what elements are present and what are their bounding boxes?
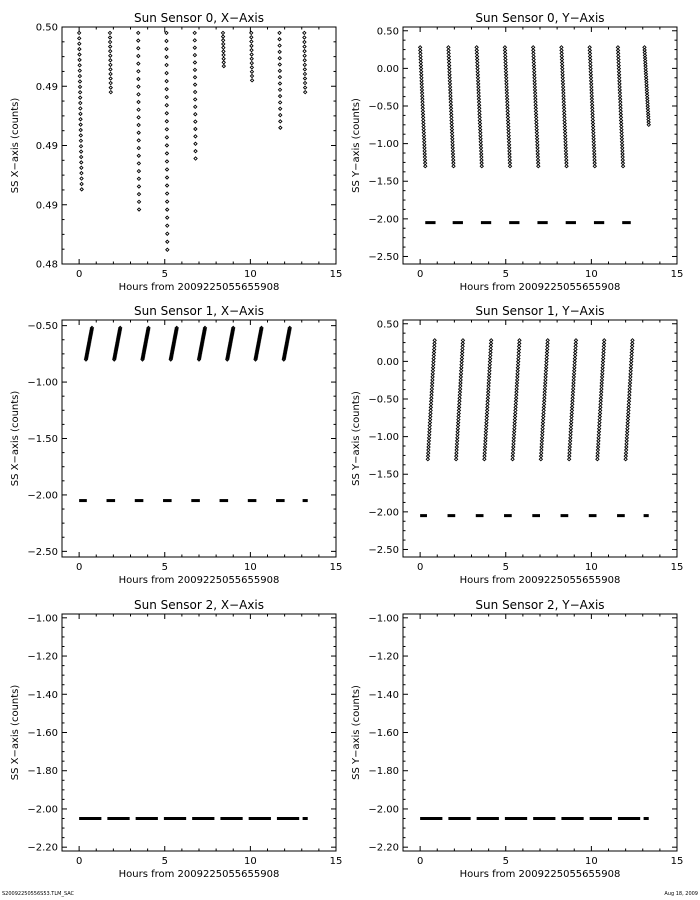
x-tick-label: 5	[502, 856, 509, 867]
data-point	[137, 85, 140, 88]
x-tick-label: 10	[585, 562, 598, 573]
data-point	[165, 184, 168, 187]
data-point	[79, 150, 82, 153]
data-point	[79, 112, 82, 115]
data-point	[79, 107, 82, 110]
data-point	[80, 155, 83, 158]
data-point	[193, 53, 196, 56]
plot-frame	[62, 27, 336, 264]
data-point	[303, 40, 306, 43]
data-point	[137, 70, 140, 73]
data-point	[165, 144, 168, 147]
data-point	[137, 39, 140, 42]
y-axis-label: SS X−axis (counts)	[10, 684, 21, 781]
data-point	[79, 128, 82, 131]
x-tick-label: 5	[161, 856, 168, 867]
data-point	[250, 40, 253, 43]
chart-panel-1	[351, 11, 683, 293]
data-point	[250, 66, 253, 69]
data-point	[137, 47, 140, 50]
data-point	[303, 59, 306, 62]
data-point	[303, 68, 306, 71]
y-tick-label: −1.50	[368, 469, 399, 481]
y-tick-label: −1.20	[27, 651, 58, 663]
chart-title: Sun Sensor 1, X−Axis	[133, 304, 265, 318]
data-point	[221, 31, 224, 34]
data-point	[137, 170, 140, 173]
plot-frame	[62, 614, 336, 851]
data-point	[278, 82, 281, 85]
data-point	[80, 177, 83, 180]
y-axis-label: SS Y−axis (counts)	[351, 98, 362, 193]
y-tick-label: 0.50	[376, 26, 399, 38]
data-point	[80, 172, 83, 175]
data-point	[165, 31, 168, 34]
x-tick-label: 5	[502, 269, 509, 280]
data-point	[137, 93, 140, 96]
data-point	[79, 139, 82, 142]
data-point	[278, 88, 281, 91]
data-point	[137, 100, 140, 103]
y-tick-label: −0.50	[27, 321, 58, 333]
y-tick-label: −1.00	[368, 432, 399, 444]
data-point	[165, 112, 168, 115]
data-point	[193, 68, 196, 71]
y-axis-label: SS Y−axis (counts)	[351, 685, 362, 780]
data-point	[593, 165, 596, 168]
data-point	[279, 107, 282, 110]
data-point	[109, 77, 112, 80]
data-point	[78, 42, 81, 45]
x-tick-label: 15	[329, 269, 343, 280]
chart-panel-5	[351, 598, 683, 880]
data-point	[461, 339, 464, 342]
data-point	[278, 44, 281, 47]
data-point	[193, 61, 196, 64]
chart-title: Sun Sensor 2, X−Axis	[133, 598, 265, 612]
data-point	[546, 339, 549, 342]
data-point	[165, 55, 168, 58]
data-point	[137, 108, 140, 111]
data-point	[303, 45, 306, 48]
data-point	[303, 54, 306, 57]
data-point	[193, 39, 196, 42]
y-tick-label: −1.40	[27, 689, 58, 701]
data-point	[303, 72, 306, 75]
data-point	[109, 72, 112, 75]
data-point	[166, 224, 169, 227]
data-point	[278, 76, 281, 79]
x-tick-label: 0	[416, 562, 424, 573]
y-tick-label: 0.50	[376, 319, 399, 331]
footer-date: Aug 18, 2009	[664, 891, 698, 897]
data-point	[108, 36, 111, 39]
data-point	[137, 177, 140, 180]
data-point	[250, 70, 253, 73]
data-point	[304, 91, 307, 94]
data-point	[194, 127, 197, 130]
data-point	[137, 200, 140, 203]
data-point	[79, 123, 82, 126]
data-point	[621, 165, 624, 168]
data-point	[194, 150, 197, 153]
plot-frame	[403, 27, 677, 264]
data-point	[278, 50, 281, 53]
y-tick-label: −2.00	[368, 507, 399, 519]
data-point	[303, 77, 306, 80]
data-points	[79, 326, 308, 500]
data-point	[250, 44, 253, 47]
y-tick-label: 0.00	[376, 356, 399, 368]
data-point	[193, 31, 196, 34]
y-tick-label: −2.00	[27, 804, 58, 816]
y-tick-label: −1.20	[368, 651, 399, 663]
x-tick-label: 15	[670, 562, 684, 573]
x-tick-label: 0	[75, 269, 83, 280]
data-point	[603, 339, 606, 342]
data-point	[222, 39, 225, 42]
data-point	[137, 162, 140, 165]
data-point	[79, 118, 82, 121]
data-point	[166, 208, 169, 211]
data-point	[480, 165, 483, 168]
data-point	[222, 42, 225, 45]
data-point	[279, 120, 282, 123]
data-point	[137, 185, 140, 188]
data-point	[109, 81, 112, 84]
data-point	[165, 96, 168, 99]
data-point	[250, 36, 253, 39]
x-axis-label: Hours from 2009225055655908	[118, 869, 280, 880]
data-point	[250, 53, 253, 56]
data-point	[78, 58, 81, 61]
y-tick-label: −1.60	[27, 728, 58, 739]
data-point	[137, 54, 140, 57]
data-points	[78, 31, 307, 251]
data-point	[78, 69, 81, 72]
data-point	[221, 35, 224, 38]
y-tick-label: −1.50	[368, 176, 399, 188]
data-point	[137, 31, 140, 34]
data-point	[222, 61, 225, 64]
data-point	[165, 39, 168, 42]
data-point	[565, 165, 568, 168]
chart-title: Sun Sensor 2, Y−Axis	[475, 598, 605, 612]
y-tick-label: −1.00	[27, 377, 58, 389]
data-point	[574, 339, 577, 342]
x-tick-label: 10	[585, 269, 598, 280]
plot-frame	[403, 320, 677, 557]
data-point	[78, 91, 81, 94]
x-tick-label: 5	[161, 269, 168, 280]
data-point	[78, 48, 81, 51]
data-point	[78, 64, 81, 67]
data-point	[166, 200, 169, 203]
data-point	[165, 80, 168, 83]
chart-title: Sun Sensor 0, X−Axis	[133, 11, 265, 25]
data-point	[109, 45, 112, 48]
y-tick-label: 0.00	[376, 63, 399, 75]
data-point	[166, 248, 169, 251]
data-point	[165, 104, 168, 107]
data-point	[279, 113, 282, 116]
data-point	[278, 63, 281, 66]
x-axis-label: Hours from 2009225055655908	[459, 575, 621, 586]
data-points	[419, 46, 651, 223]
data-point	[194, 105, 197, 108]
data-point	[222, 65, 225, 68]
data-point	[194, 142, 197, 145]
data-point	[278, 69, 281, 72]
data-point	[194, 157, 197, 160]
data-point	[79, 101, 82, 104]
data-point	[490, 339, 493, 342]
data-point	[303, 81, 306, 84]
y-tick-label: −1.80	[368, 766, 399, 778]
data-point	[165, 71, 168, 74]
data-point	[250, 57, 253, 60]
data-point	[304, 86, 307, 89]
data-point	[250, 79, 253, 82]
y-tick-label: 0.49	[35, 200, 58, 212]
data-point	[165, 152, 168, 155]
y-tick-label: −1.00	[27, 613, 58, 625]
data-point	[165, 128, 168, 131]
data-point	[194, 113, 197, 116]
data-point	[279, 126, 282, 129]
y-tick-label: −1.80	[27, 766, 58, 778]
data-point	[137, 116, 140, 119]
data-point	[433, 339, 436, 342]
data-point	[109, 91, 112, 94]
data-point	[79, 96, 82, 99]
y-tick-label: −0.50	[368, 101, 399, 113]
y-tick-label: 0.49	[35, 141, 58, 152]
chart-panel-0	[10, 11, 342, 293]
x-tick-label: 0	[75, 562, 83, 573]
data-point	[424, 165, 427, 168]
x-tick-label: 10	[244, 856, 257, 867]
chart-title: Sun Sensor 1, Y−Axis	[475, 304, 605, 318]
data-point	[222, 46, 225, 49]
data-point	[222, 50, 225, 53]
y-tick-label: −2.00	[27, 490, 58, 502]
data-point	[137, 146, 140, 149]
data-point	[165, 192, 168, 195]
y-tick-label: −1.60	[368, 728, 399, 739]
data-point	[80, 182, 83, 185]
x-axis-label: Hours from 2009225055655908	[459, 869, 621, 880]
x-tick-label: 10	[585, 856, 598, 867]
x-tick-label: 15	[670, 856, 684, 867]
x-tick-label: 0	[416, 269, 424, 280]
data-point	[250, 49, 253, 52]
data-point	[303, 50, 306, 53]
data-point	[165, 120, 168, 123]
data-point	[108, 31, 111, 34]
data-point	[80, 161, 83, 164]
data-point	[194, 120, 197, 123]
y-tick-label: −1.00	[368, 613, 399, 625]
data-point	[193, 46, 196, 49]
y-tick-label: −2.20	[27, 842, 58, 854]
data-point	[250, 61, 253, 64]
x-tick-label: 5	[502, 562, 509, 573]
y-axis-label: SS X−axis (counts)	[10, 390, 21, 487]
data-point	[109, 63, 112, 66]
data-point	[165, 88, 168, 91]
data-point	[193, 76, 196, 79]
data-point	[79, 145, 82, 148]
x-tick-label: 5	[161, 562, 168, 573]
chart-panel-4	[10, 598, 342, 880]
data-point	[78, 74, 81, 77]
data-point	[137, 123, 140, 126]
data-point	[109, 54, 112, 57]
data-point	[165, 136, 168, 139]
data-point	[137, 208, 140, 211]
data-point	[78, 80, 81, 83]
data-point	[108, 40, 111, 43]
data-point	[137, 193, 140, 196]
data-point	[78, 85, 81, 88]
x-axis-label: Hours from 2009225055655908	[459, 282, 621, 293]
data-point	[109, 68, 112, 71]
data-point	[78, 31, 81, 34]
data-point	[78, 37, 81, 40]
data-point	[194, 98, 197, 101]
y-tick-label: −2.50	[368, 544, 399, 556]
data-point	[194, 90, 197, 93]
y-tick-label: −2.50	[368, 251, 399, 263]
data-point	[165, 63, 168, 66]
x-tick-label: 10	[244, 562, 257, 573]
x-tick-label: 15	[329, 562, 343, 573]
y-axis-label: SS Y−axis (counts)	[351, 391, 362, 486]
data-point	[137, 139, 140, 142]
x-tick-label: 10	[244, 269, 257, 280]
data-point	[166, 240, 169, 243]
data-point	[508, 165, 511, 168]
y-tick-label: 0.48	[35, 259, 58, 271]
y-tick-label: 0.50	[35, 22, 58, 34]
data-point	[537, 165, 540, 168]
data-point	[193, 83, 196, 86]
chart-panel-3	[351, 304, 683, 586]
data-point	[452, 165, 455, 168]
data-point	[137, 154, 140, 157]
data-point	[303, 36, 306, 39]
data-point	[647, 123, 650, 126]
data-point	[250, 74, 253, 77]
x-tick-label: 15	[670, 269, 684, 280]
y-tick-label: −2.50	[27, 546, 58, 558]
data-point	[222, 53, 225, 56]
data-point	[303, 63, 306, 66]
chart-panel-2	[10, 304, 342, 586]
data-point	[278, 57, 281, 60]
data-point	[518, 339, 521, 342]
y-tick-label: −2.00	[368, 214, 399, 226]
y-tick-label: −0.50	[368, 394, 399, 406]
y-tick-label: −1.00	[368, 139, 399, 151]
data-point	[137, 62, 140, 65]
data-point	[166, 216, 169, 219]
data-point	[166, 232, 169, 235]
data-point	[278, 38, 281, 41]
y-tick-label: −2.20	[368, 842, 399, 854]
data-point	[109, 86, 112, 89]
data-point	[165, 168, 168, 171]
data-point	[109, 59, 112, 62]
x-axis-label: Hours from 2009225055655908	[118, 575, 280, 586]
data-point	[165, 47, 168, 50]
data-point	[109, 50, 112, 53]
y-tick-label: −1.40	[368, 689, 399, 701]
data-point	[303, 31, 306, 34]
data-point	[165, 160, 168, 163]
data-points	[420, 339, 649, 516]
footer-filename: S20092250556S53.TLM_SAC	[2, 891, 75, 897]
data-point	[222, 57, 225, 60]
data-point	[278, 95, 281, 98]
x-tick-label: 0	[75, 856, 83, 867]
chart-title: Sun Sensor 0, Y−Axis	[475, 11, 605, 25]
data-point	[278, 31, 281, 34]
y-tick-label: 0.49	[35, 81, 58, 93]
data-point	[78, 53, 81, 56]
data-point	[80, 166, 83, 169]
y-tick-label: −1.50	[27, 434, 58, 445]
data-point	[137, 131, 140, 134]
plot-frame	[403, 614, 677, 851]
x-tick-label: 15	[329, 856, 343, 867]
data-point	[194, 135, 197, 138]
data-point	[80, 188, 83, 191]
y-tick-label: −2.00	[368, 804, 399, 816]
data-point	[137, 77, 140, 80]
data-point	[165, 176, 168, 179]
data-point	[631, 339, 634, 342]
data-point	[279, 101, 282, 104]
x-axis-label: Hours from 2009225055655908	[118, 282, 280, 293]
data-point	[79, 134, 82, 137]
x-tick-label: 0	[416, 856, 424, 867]
y-axis-label: SS X−axis (counts)	[10, 97, 21, 194]
